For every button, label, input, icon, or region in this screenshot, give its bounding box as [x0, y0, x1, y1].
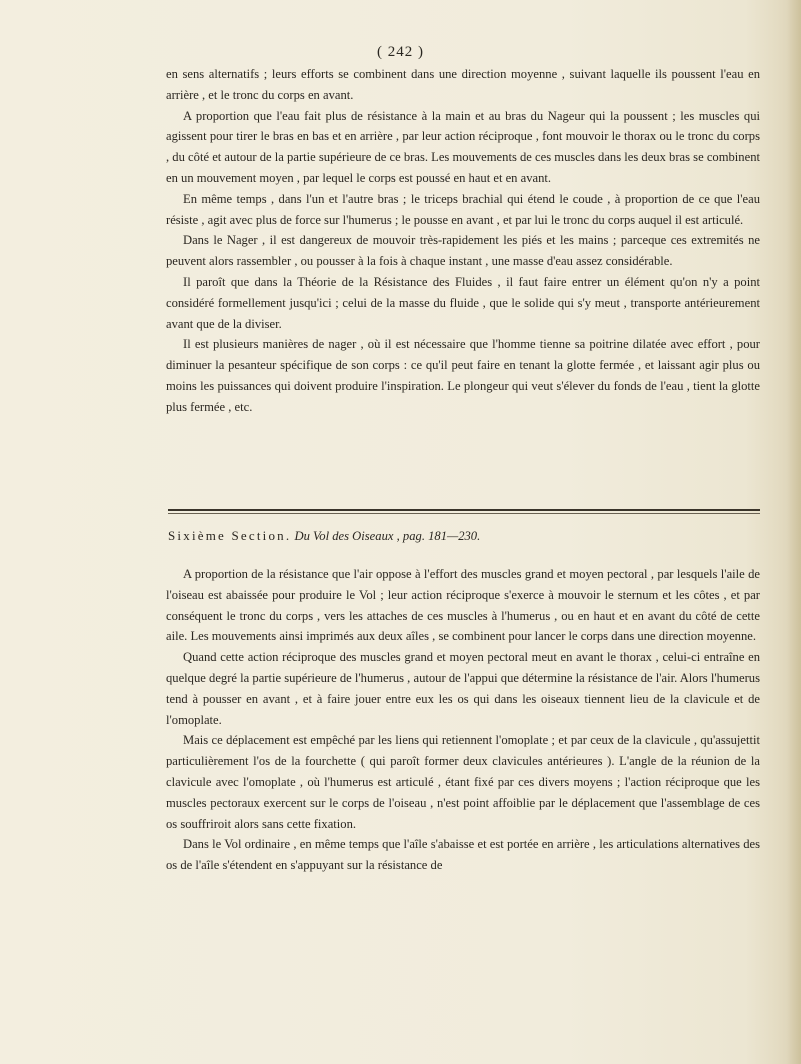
paragraph: Mais ce déplacement est empêché par les liens qui retiennent l'omoplate ; et par ceux de la clavicule , qu'assujettit particulièrement l'os de la fourchette ( qui paroît former deux clavicules antérieures ). L'angle de la réunion de la clavicule avec l'omoplate , où l'humerus est articulé , étant fixé par ces divers moyens ; l'action réciproque que les muscles pectoraux exercent sur le corps de l'oiseau , n'est point affoiblie par le déplacement que l'assemblage de ces os souffriroit alors sans cette fixation.	[166, 733, 760, 831]
section-divider-rule	[168, 509, 760, 511]
paragraph: A proportion de la résistance que l'air oppose à l'effort des muscles grand et moyen pectoral , par lesquels l'aile de l'oiseau est abaissée pour produire le Vol ; leur action réciproque s'exerce à mouvoir le sternum et les côtes , et par conséquent le tronc du corps , vers les attaches de ces muscles à l'humerus , ou en haut et en avant du côté de cette aile. Les mouvements ainsi imprimés aux deux aîles , se combinent pour lancer le corps dans une direction moyenne.	[166, 567, 760, 644]
paragraph: en sens alternatifs ; leurs efforts se combinent dans une direction moyenne , suivant laquelle ils poussent l'eau en arrière , et le tronc du corps en avant.	[166, 67, 760, 102]
section-heading	[168, 526, 760, 546]
page-number: ( 242 )	[377, 44, 424, 60]
page-edge-shadow	[787, 0, 801, 1064]
paragraph: Il paroît que dans la Théorie de la Résistance des Fluides , il faut faire entrer un élément qu'on n'y a point considéré formellement jusqu'ici ; celui de la masse du fluide , que le solide qui s'y meut , transporte antérieurement avant que de la diviser.	[166, 274, 760, 331]
paragraph: En même temps , dans l'un et l'autre bras ; le triceps brachial qui étend le coude , à proportion de ce que l'eau résiste , agit avec plus de force sur l'humerus ; le pousse en avant , et par lui le tronc du corps auquel il est articulé.	[166, 191, 760, 227]
paragraph: Il est plusieurs manières de nager , où il est nécessaire que l'homme tienne sa poitrine dilatée avec effort , pour diminuer la pesanteur spécifique de son corps : ce qu'il peut faire en tenant la glotte fermée , et laissant agir plus ou moins les puissances qui doivent produire l'inspiration. Le plongeur qui veut s'élever du fonds de l'eau , tient la glotte plus fermée , etc.	[166, 337, 760, 414]
paragraph: A proportion que l'eau fait plus de résistance à la main et au bras du Nageur qui la poussent ; les muscles qui agissent pour tirer le bras en bas et en arrière , par leur action réciproque , font mouvoir le thorax ou le tronc du corps , du côté et autour de la partie supérieure de ce bras. Les mouvements de ces muscles dans les deux bras se combinent en un mouvement moyen , par lequel le corps est poussé en haut et en avant.	[166, 108, 760, 185]
section-divider-rule-thin	[168, 513, 760, 514]
paragraph: Quand cette action réciproque des muscles grand et moyen pectoral meut en avant le thorax , celui-ci entraîne en quelque degré la partie supérieure de l'humerus , autour de l'appui que détermine la résistance de l'air. Alors l'humerus tend à pousser en avant , et à faire jouer entre eux les os qui dans les oiseaux tiennent lieu de la clavicule et de l'omoplate.	[166, 650, 760, 727]
section-title: Du Vol des Oiseaux ,	[294, 529, 400, 543]
top-text-block	[166, 64, 760, 418]
section-pages: pag. 181—230.	[402, 529, 481, 543]
section-label: Sixième Section.	[168, 528, 292, 543]
paragraph: Dans le Vol ordinaire , en même temps que l'aîle s'abaisse et est portée en arrière , les articulations alternatives des os de l'aîle s'étendent en s'appuyant sur la résistance de	[166, 837, 760, 873]
paragraph: Dans le Nager , il est dangereux de mouvoir très-rapidement les piés et les mains ; parceque ces extremités ne peuvent alors rassembler , ou pousser à la fois à chaque instant , une masse d'eau assez considérable.	[166, 233, 760, 269]
bottom-text-block	[166, 564, 760, 876]
